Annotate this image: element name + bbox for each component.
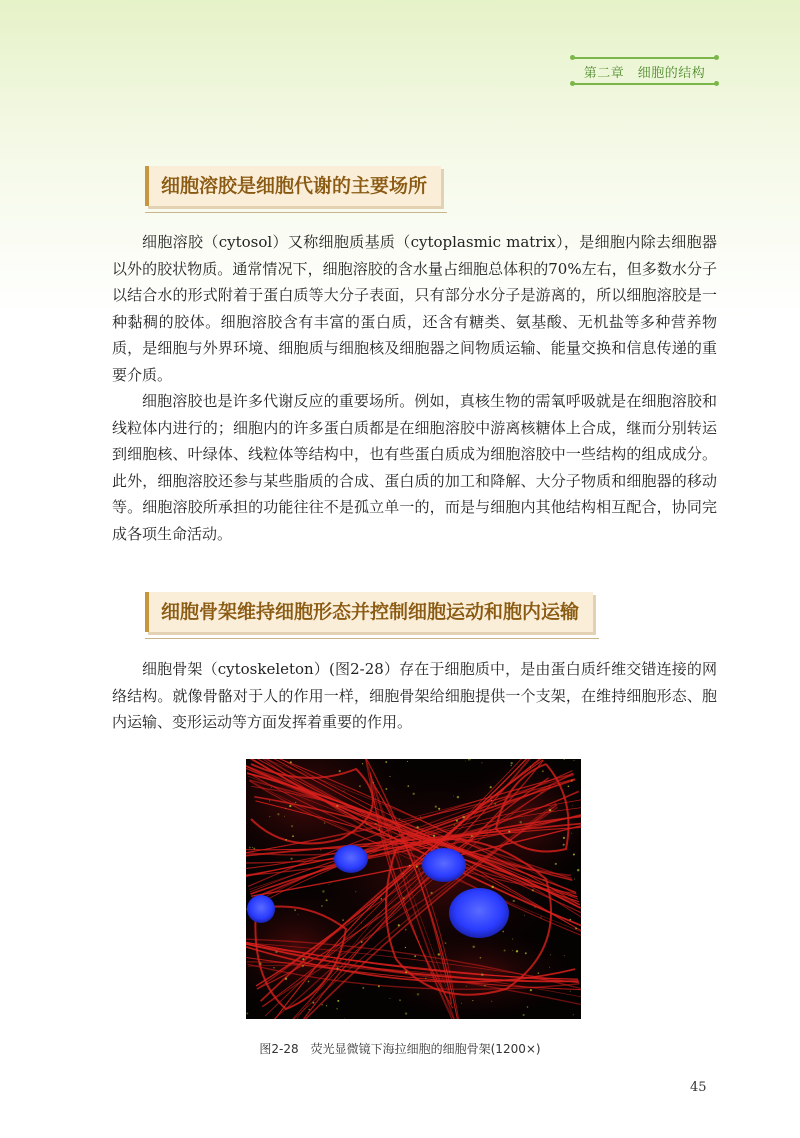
- speckle: [438, 953, 440, 955]
- figure-micrograph: [246, 759, 581, 1019]
- chapter-tab-dot: [570, 81, 575, 86]
- paragraph: 细胞骨架（cytoskeleton）(图2-28）存在于细胞质中，是由蛋白质纤维交错连接的网络结构。就像骨骼对于人的作用一样，细胞骨架给细胞提供一个支架，在维持细胞形态、胞内运输、变形运动等方面发挥着重要的作用。: [112, 660, 717, 731]
- speckle: [504, 949, 506, 951]
- speckle: [389, 998, 390, 999]
- speckle: [326, 1005, 327, 1006]
- speckle: [542, 770, 544, 772]
- speckle: [543, 879, 544, 880]
- speckle: [405, 929, 407, 931]
- speckle: [573, 1014, 574, 1015]
- speckle: [398, 924, 400, 926]
- speckle: [512, 939, 513, 940]
- speckle: [385, 899, 386, 900]
- speckle: [336, 805, 338, 807]
- speckle: [344, 791, 345, 792]
- speckle: [481, 973, 484, 976]
- speckle: [405, 971, 407, 973]
- speckle: [378, 985, 380, 987]
- micrograph-image: [246, 759, 581, 1019]
- speckle: [438, 808, 440, 810]
- speckle: [534, 906, 535, 907]
- speckle: [502, 931, 504, 933]
- speckle: [249, 846, 251, 848]
- speckle: [402, 873, 403, 874]
- speckle: [524, 915, 525, 916]
- speckle: [320, 849, 321, 850]
- speckle: [326, 899, 328, 901]
- speckle: [399, 999, 401, 1001]
- speckle: [484, 985, 485, 986]
- speckle: [532, 889, 534, 891]
- speckle: [302, 958, 304, 960]
- speckle: [336, 967, 338, 969]
- chapter-tab: [573, 50, 716, 90]
- speckle: [481, 762, 482, 763]
- speckle: [563, 844, 565, 846]
- speckle: [324, 822, 325, 823]
- speckle: [405, 947, 406, 948]
- speckle: [453, 796, 454, 797]
- speckle: [538, 972, 539, 973]
- speckle: [285, 839, 287, 841]
- speckle: [289, 805, 291, 807]
- speckle: [433, 835, 435, 837]
- speckle: [563, 837, 565, 839]
- speckle: [516, 950, 518, 952]
- speckle: [527, 1006, 529, 1008]
- speckle: [564, 955, 565, 956]
- speckle: [445, 942, 447, 944]
- speckle: [574, 879, 575, 880]
- speckle: [577, 869, 580, 872]
- speckle: [381, 898, 382, 899]
- speckle: [271, 787, 272, 788]
- speckle: [564, 759, 565, 760]
- speckle: [269, 801, 270, 802]
- speckle: [362, 763, 363, 764]
- speckle: [308, 1009, 309, 1010]
- speckle: [385, 788, 387, 790]
- speckle: [277, 813, 279, 815]
- speckle: [511, 762, 513, 764]
- chapter-tab-dot: [714, 81, 719, 86]
- speckle: [285, 978, 287, 980]
- speckle: [330, 882, 331, 883]
- speckle: [312, 1002, 314, 1004]
- speckle: [519, 821, 522, 824]
- speckle: [285, 808, 286, 809]
- chapter-tab-dot: [570, 55, 575, 60]
- paragraph: 细胞溶胶也是许多代谢反应的重要场所。例如，真核生物的需氧呼吸就是在细胞溶胶和线粒体内进行的；细胞内的许多蛋白质都是在细胞溶胶中游离核糖体上合成，继而分别转运到细胞核、叶绿体、线粒体等结构中，也有些蛋白质成为细胞溶胶中一些结构的组成成分。此外，细胞溶胶还参与某些脂质的合成、蛋白质的加工和降解、大分子物质和细胞器的移动等。细胞溶胶所承担的功能往往不是孤立单一的，而是与细胞内其他结构相互配合，协同完成各项生命活动。: [112, 392, 717, 543]
- speckle: [407, 785, 409, 787]
- speckle: [462, 816, 465, 819]
- speckle: [541, 792, 542, 793]
- speckle: [405, 1012, 407, 1014]
- speckle: [435, 805, 437, 807]
- speckle: [549, 967, 550, 968]
- speckle: [431, 892, 433, 894]
- speckle: [541, 916, 542, 917]
- speckle: [530, 767, 531, 768]
- speckle: [259, 962, 262, 965]
- speckle: [491, 1001, 492, 1002]
- speckle: [292, 835, 294, 837]
- speckle: [530, 989, 532, 991]
- nucleus: [334, 845, 368, 873]
- speckle: [252, 847, 253, 848]
- speckle: [298, 914, 299, 915]
- speckle: [416, 826, 418, 828]
- speckle: [390, 776, 391, 777]
- speckle: [414, 955, 416, 957]
- page-number: 45: [690, 1080, 707, 1095]
- speckle: [420, 817, 421, 818]
- speckle: [571, 833, 572, 834]
- speckle: [378, 828, 380, 830]
- speckle: [269, 816, 270, 817]
- speckle: [425, 978, 426, 979]
- speckle: [291, 825, 293, 827]
- speckle: [253, 848, 255, 850]
- speckle: [490, 786, 492, 788]
- speckle: [491, 886, 494, 889]
- speckle: [468, 759, 470, 761]
- speckle: [407, 761, 408, 762]
- speckle: [361, 922, 362, 923]
- speckle: [416, 865, 418, 867]
- speckle: [549, 809, 551, 811]
- speckle: [329, 884, 330, 885]
- speckle: [246, 1012, 248, 1014]
- speckle: [308, 981, 310, 983]
- speckle: [575, 927, 577, 929]
- speckle: [399, 818, 400, 819]
- chapter-tab-bottom-rule: [573, 83, 716, 85]
- speckle: [471, 835, 473, 837]
- speckle: [574, 760, 575, 761]
- speckle: [413, 793, 415, 795]
- speckle: [273, 967, 274, 968]
- speckle: [321, 1004, 322, 1005]
- speckle: [461, 1003, 462, 1004]
- speckle: [472, 1000, 473, 1001]
- speckle: [302, 965, 304, 967]
- speckle: [472, 946, 474, 948]
- speckle: [336, 1008, 338, 1010]
- speckle: [573, 853, 575, 855]
- speckle: [571, 779, 573, 781]
- speckle: [409, 865, 411, 867]
- speckle: [569, 919, 571, 921]
- speckle: [339, 770, 341, 772]
- speckle: [321, 905, 323, 907]
- speckle: [328, 955, 329, 956]
- chapter-label: 第二章 细胞的结构: [583, 66, 706, 81]
- speckle: [513, 900, 515, 902]
- speckle: [294, 909, 296, 911]
- figure-caption: 图2-28 荧光显微镜下海拉细胞的细胞骨架(1200×): [259, 1042, 541, 1056]
- speckle: [361, 941, 363, 943]
- speckle: [491, 800, 492, 801]
- speckle: [568, 785, 570, 787]
- speckle: [417, 993, 420, 996]
- speckle: [375, 823, 376, 824]
- speckle: [470, 759, 471, 760]
- speckle: [457, 796, 459, 798]
- speckle: [403, 897, 405, 899]
- speckle: [456, 820, 458, 822]
- speckle: [465, 761, 466, 762]
- speckle: [494, 803, 496, 805]
- speckle: [466, 986, 467, 987]
- chapter-tab-dot: [714, 55, 719, 60]
- speckle: [373, 782, 375, 784]
- speckle: [290, 761, 292, 763]
- speckle: [570, 991, 571, 992]
- nucleus: [422, 848, 466, 882]
- speckle: [385, 761, 387, 763]
- speckle: [355, 891, 356, 892]
- speckle: [525, 952, 527, 954]
- nucleus: [247, 895, 275, 923]
- speckle: [523, 1014, 525, 1016]
- chapter-tab-top-rule: [573, 57, 716, 59]
- speckle: [295, 802, 296, 803]
- speckle: [345, 812, 346, 813]
- speckle: [290, 858, 292, 860]
- speckle: [572, 805, 573, 806]
- speckle: [344, 1018, 345, 1019]
- speckle: [550, 954, 551, 955]
- speckle: [512, 950, 513, 951]
- speckle: [337, 1000, 339, 1002]
- speckle: [510, 765, 512, 767]
- section-heading-cytoskeleton: 细胞骨架维持细胞形态并控制细胞运动和胞内运输: [145, 592, 593, 632]
- speckle: [454, 824, 456, 826]
- speckle: [480, 957, 482, 959]
- speckle: [342, 919, 344, 921]
- speckle: [359, 785, 361, 787]
- speckle: [322, 890, 325, 893]
- speckle: [275, 951, 277, 953]
- speckle: [555, 863, 557, 865]
- paragraph: 细胞溶胶（cytosol）又称细胞质基质（cytoplasmic matrix），是细胞内除去细胞器以外的胶状物质。通常情况下，细胞溶胶的含水量占细胞总体积的70%左右，但多数水分子以结合水的形式附着于蛋白质等大分子表面，只有部分水分子是游离的，所以细胞溶胶是一种黏稠的胶体。细胞溶胶含有丰富的蛋白质，还含有糖类、氨基酸、无机盐等多种营养物质，是细胞与外界环境、细胞质与细胞核及细胞器之间物质运输、能量交换和信息传递的重要介质。: [112, 233, 717, 384]
- speckle: [366, 824, 367, 825]
- section-heading-cytosol: 细胞溶胶是细胞代谢的主要场所: [145, 166, 441, 206]
- speckle: [284, 816, 285, 817]
- nucleus: [449, 888, 509, 938]
- speckle: [508, 831, 510, 833]
- speckle: [362, 987, 364, 989]
